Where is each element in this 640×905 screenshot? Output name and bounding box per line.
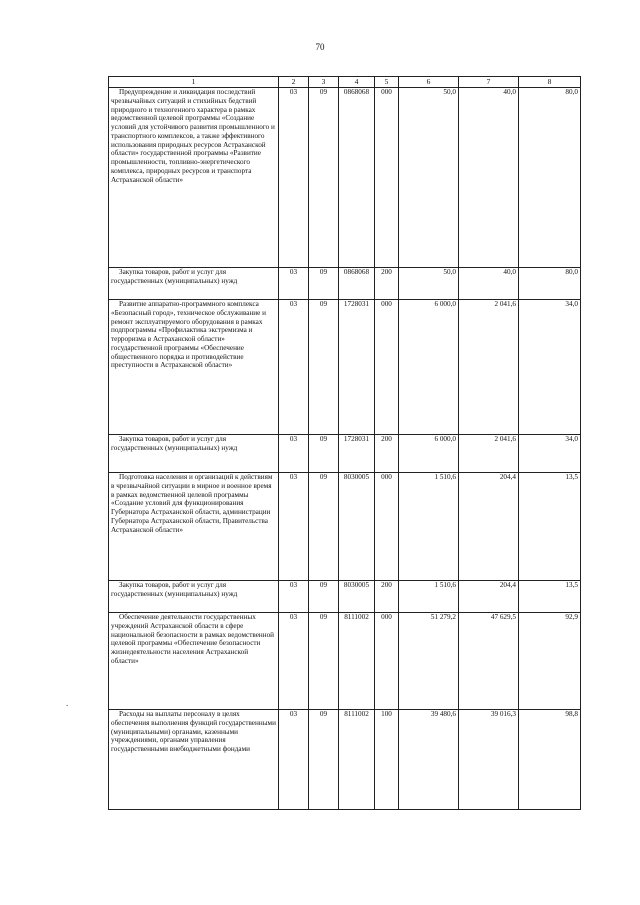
row-plan: 6 000,0 <box>399 300 459 435</box>
row-percent: 34,0 <box>519 300 581 435</box>
header-cell-8: 8 <box>519 77 581 88</box>
row-name: Предупреждение и ликвидация последствий чрезвычайных ситуаций и стихийных бедствий природного и техногенного характера в рамках ведомственной целевой программы «Создание условий для устойчивого развития промышленного и транспортного комплексов, а также эффективного использования природных ресурсов Астраханской области» государственной программы «Развитие промышленности, топливно-энергетического комплекса, природных ресурсов и транспорта Астраханской области» <box>109 88 279 268</box>
row-plan: 39 480,6 <box>399 710 459 810</box>
table-row <box>109 88 581 268</box>
row-name: Закупка товаров, работ и услуг для государственных (муниципальных) нужд <box>109 435 279 473</box>
row-plan: 1 510,6 <box>399 473 459 581</box>
table-header <box>109 77 581 88</box>
row-actual: 47 629,5 <box>459 613 519 710</box>
header-cell-1: 1 <box>109 77 279 88</box>
row-section: 03 <box>279 88 309 268</box>
row-actual: 204,4 <box>459 581 519 613</box>
row-target-article: 0868068 <box>339 268 375 300</box>
header-cell-5: 5 <box>375 77 399 88</box>
row-expense-type: 100 <box>375 710 399 810</box>
row-name: Расходы на выплаты персоналу в целях обеспечения выполнения функций государственными (муниципальными) органами, казенными учреждениями, органами управления государственными внебюджетными фондами <box>109 710 279 810</box>
row-target-article: 8030005 <box>339 581 375 613</box>
header-row <box>109 77 581 88</box>
row-section: 03 <box>279 613 309 710</box>
row-actual: 2 041,6 <box>459 435 519 473</box>
row-expense-type: 200 <box>375 268 399 300</box>
margin-mark: . <box>66 698 69 708</box>
row-plan: 51 279,2 <box>399 613 459 710</box>
row-subsection: 09 <box>309 268 339 300</box>
row-expense-type: 200 <box>375 435 399 473</box>
row-plan: 1 510,6 <box>399 581 459 613</box>
row-expense-type: 000 <box>375 88 399 268</box>
row-target-article: 8030005 <box>339 473 375 581</box>
row-expense-type: 000 <box>375 300 399 435</box>
row-section: 03 <box>279 300 309 435</box>
row-percent: 80,0 <box>519 88 581 268</box>
row-section: 03 <box>279 268 309 300</box>
row-plan: 50,0 <box>399 88 459 268</box>
row-target-article: 0868068 <box>339 88 375 268</box>
row-subsection: 09 <box>309 710 339 810</box>
row-section: 03 <box>279 473 309 581</box>
row-percent: 34,0 <box>519 435 581 473</box>
row-subsection: 09 <box>309 88 339 268</box>
row-name: Развитие аппаратно-программного комплекса «Безопасный город», техническое обслуживание и ремонт эксплуатируемого оборудования в рамках подпрограммы «Профилактика экстремизма и терроризма в Астраханской области» государственной программы «Обеспечение общественного порядка и противодействие преступности в Астраханской области» <box>109 300 279 435</box>
table-row <box>109 613 581 710</box>
table-row <box>109 435 581 473</box>
row-name: Закупка товаров, работ и услуг для государственных (муниципальных) нужд <box>109 268 279 300</box>
table-row <box>109 581 581 613</box>
row-name: Подготовка населения и организаций к действиям в чрезвычайной ситуации в мирное и военное время в рамках ведомственной целевой программы «Создание условий для функционирования Губернатора Астраханской области, администрации Губернатора Астраханской области, Правительства Астраханской области» <box>109 473 279 581</box>
header-cell-6: 6 <box>399 77 459 88</box>
row-section: 03 <box>279 435 309 473</box>
page-number: 70 <box>315 42 325 52</box>
row-plan: 6 000,0 <box>399 435 459 473</box>
row-subsection: 09 <box>309 613 339 710</box>
header-cell-2: 2 <box>279 77 309 88</box>
row-target-article: 8111002 <box>339 613 375 710</box>
row-actual: 39 016,3 <box>459 710 519 810</box>
header-cell-7: 7 <box>459 77 519 88</box>
budget-table <box>108 76 581 810</box>
row-percent: 92,9 <box>519 613 581 710</box>
row-target-article: 1728031 <box>339 435 375 473</box>
table-row <box>109 473 581 581</box>
row-section: 03 <box>279 581 309 613</box>
table-row <box>109 710 581 810</box>
row-plan: 50,0 <box>399 268 459 300</box>
row-name: Закупка товаров, работ и услуг для государственных (муниципальных) нужд <box>109 581 279 613</box>
row-subsection: 09 <box>309 435 339 473</box>
row-actual: 204,4 <box>459 473 519 581</box>
row-actual: 40,0 <box>459 268 519 300</box>
row-expense-type: 000 <box>375 473 399 581</box>
row-actual: 40,0 <box>459 88 519 268</box>
row-expense-type: 200 <box>375 581 399 613</box>
row-subsection: 09 <box>309 300 339 435</box>
table-row <box>109 300 581 435</box>
header-cell-4: 4 <box>339 77 375 88</box>
row-target-article: 8111002 <box>339 710 375 810</box>
row-actual: 2 041,6 <box>459 300 519 435</box>
row-section: 03 <box>279 710 309 810</box>
row-expense-type: 000 <box>375 613 399 710</box>
row-target-article: 1728031 <box>339 300 375 435</box>
row-percent: 13,5 <box>519 581 581 613</box>
row-percent: 80,0 <box>519 268 581 300</box>
header-cell-3: 3 <box>309 77 339 88</box>
row-subsection: 09 <box>309 581 339 613</box>
row-percent: 13,5 <box>519 473 581 581</box>
row-subsection: 09 <box>309 473 339 581</box>
table-row <box>109 268 581 300</box>
row-percent: 98,8 <box>519 710 581 810</box>
row-name: Обеспечение деятельности государственных учреждений Астраханской области в сфере национальной безопасности в рамках ведомственной целевой программы «Обеспечение безопасности жизнедеятельности населения Астраханской области» <box>109 613 279 710</box>
budget-table-wrap <box>108 76 581 810</box>
